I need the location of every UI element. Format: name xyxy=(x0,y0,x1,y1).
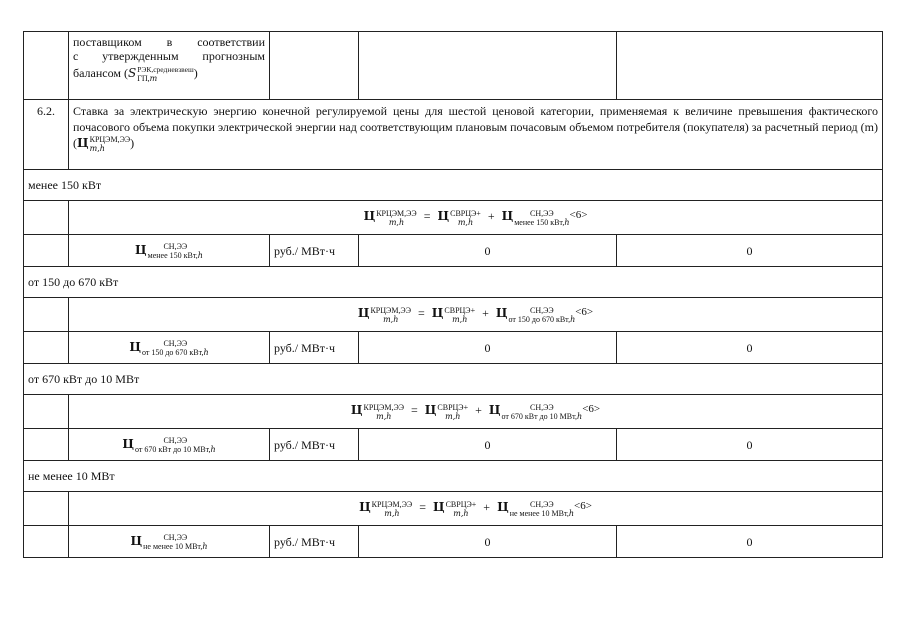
formula-plus: + xyxy=(475,403,482,418)
data-num-cell xyxy=(24,429,69,461)
formula-t2-h: h xyxy=(564,217,570,227)
data-symbol-cell xyxy=(69,429,270,461)
formula-t2-base: Ц xyxy=(497,500,509,515)
formula-t1-sup: СВРЦЭ+ xyxy=(445,499,477,509)
formula-t1-sub: m,h xyxy=(453,508,469,518)
formula-t1-sup: СВРЦЭ+ xyxy=(450,208,481,218)
top-text-line1: поставщиком в соответствии xyxy=(73,35,265,49)
top-val1-cell xyxy=(359,32,617,100)
formula-t1-base: Ц xyxy=(432,500,445,515)
formula-t2-base: Ц xyxy=(501,209,514,224)
s-sub-b: m xyxy=(149,74,158,83)
formula-lhs-sup: КРЦЭМ,ЭЭ xyxy=(370,305,411,315)
formula-t1-sub: m,h xyxy=(452,314,468,324)
data-symbol-sup: СН,ЭЭ xyxy=(163,435,188,445)
formula-t2-sub: менее 150 кВт, xyxy=(514,217,565,227)
section-desc-symbol: Ц xyxy=(77,136,89,150)
formula-row xyxy=(24,492,883,526)
data-symbol-sub: от 670 кВт до 10 МВт, xyxy=(134,444,211,454)
data-symbol-base: Ц xyxy=(122,436,134,451)
data-symbol-base: Ц xyxy=(135,242,147,257)
formula-lhs-scripts xyxy=(370,306,411,324)
data-symbol-h: h xyxy=(210,444,216,454)
top-text-close: ) xyxy=(193,65,198,80)
section-description xyxy=(69,100,883,170)
category-label-row xyxy=(24,267,883,298)
formula-num-cell xyxy=(24,298,69,332)
data-symbol-scripts xyxy=(143,533,207,551)
top-desc-cell xyxy=(69,32,270,100)
tariff-table xyxy=(23,31,883,558)
formula-t1-base: Ц xyxy=(424,403,437,418)
category-label: от 150 до 670 кВт xyxy=(24,267,883,298)
formula-t2-scripts xyxy=(508,306,575,324)
value-cell-2: 0 xyxy=(617,429,883,461)
formula-plus: + xyxy=(482,306,489,321)
formula-plus: + xyxy=(483,500,491,515)
data-row xyxy=(24,332,883,364)
section-desc-close: ) xyxy=(130,136,135,150)
top-val2-cell xyxy=(617,32,883,100)
formula-note: <6> xyxy=(574,500,592,513)
data-symbol-cell xyxy=(69,526,270,558)
s-symbol-scripts xyxy=(137,65,194,83)
top-text-line3 xyxy=(73,65,265,83)
formula-lhs-scripts xyxy=(363,403,404,421)
formula-row xyxy=(24,395,883,429)
formula-lhs-base: Ц xyxy=(363,209,376,224)
formula-t1-scripts xyxy=(444,306,475,324)
data-symbol-base: Ц xyxy=(129,339,141,354)
top-text-prefix: балансом ( xyxy=(73,65,128,80)
formula-t2-base: Ц xyxy=(488,403,501,418)
data-row xyxy=(24,235,883,267)
category-label-row xyxy=(24,461,883,492)
data-num-cell xyxy=(24,332,69,364)
formula-lhs-scripts xyxy=(372,500,413,518)
s-symbol-base: S xyxy=(127,65,137,80)
data-symbol-sup: СН,ЭЭ xyxy=(163,241,188,251)
formula-t1-sup: СВРЦЭ+ xyxy=(437,402,469,412)
category-label: не менее 10 МВт xyxy=(24,461,883,492)
formula-cell xyxy=(69,395,883,429)
formula-num-cell xyxy=(24,395,69,429)
formula-lhs-base: Ц xyxy=(359,500,371,515)
formula-t2-h: h xyxy=(577,411,583,421)
unit-cell: руб./ МВт·ч xyxy=(270,526,359,558)
unit-cell: руб./ МВт·ч xyxy=(270,235,359,267)
formula-t2-sup: СН,ЭЭ xyxy=(530,499,554,509)
data-symbol-scripts xyxy=(142,339,209,357)
formula-row xyxy=(24,201,883,235)
formula-lhs-sup: КРЦЭМ,ЭЭ xyxy=(371,499,413,509)
formula-t2-sub: от 670 кВт до 10 МВт, xyxy=(501,411,578,421)
data-symbol-scripts xyxy=(135,436,216,454)
formula-lhs-sub: m,h xyxy=(388,217,405,227)
formula-note: <6> xyxy=(575,306,594,319)
data-symbol-cell xyxy=(69,332,270,364)
section-desc-scripts xyxy=(90,135,131,153)
top-unit-cell xyxy=(270,32,359,100)
formula-num-cell xyxy=(24,492,69,526)
value-cell-1: 0 xyxy=(359,526,617,558)
data-symbol-base: Ц xyxy=(130,533,143,548)
formula-t1-scripts xyxy=(446,500,477,518)
formula-equals: = xyxy=(423,209,431,224)
formula-lhs-scripts xyxy=(376,209,417,227)
formula-equals: = xyxy=(419,500,426,515)
data-symbol-sup: СН,ЭЭ xyxy=(163,532,188,542)
value-cell-1: 0 xyxy=(359,429,617,461)
data-symbol-cell xyxy=(69,235,270,267)
category-label-row xyxy=(24,364,883,395)
formula-lhs-sub: m,h xyxy=(384,508,400,518)
formula-cell xyxy=(69,298,883,332)
data-symbol-sub: менее 150 кВт, xyxy=(147,250,198,260)
category-label-row xyxy=(24,170,883,201)
formula-lhs-base: Ц xyxy=(357,306,370,321)
data-symbol-sub: не менее 10 МВт, xyxy=(143,541,203,551)
value-cell-2: 0 xyxy=(617,332,883,364)
category-label: от 670 кВт до 10 МВт xyxy=(24,364,883,395)
section-header-row xyxy=(24,100,883,170)
data-row xyxy=(24,429,883,461)
formula-plus: + xyxy=(487,209,495,224)
formula-t2-sup: СН,ЭЭ xyxy=(530,305,554,315)
value-cell-2: 0 xyxy=(617,526,883,558)
data-symbol-h: h xyxy=(203,347,209,357)
formula-row xyxy=(24,298,883,332)
top-num-cell xyxy=(24,32,69,100)
top-continuation-row xyxy=(24,32,883,100)
data-row xyxy=(24,526,883,558)
data-symbol-sup: СН,ЭЭ xyxy=(163,338,188,348)
formula-note: <6> xyxy=(569,209,588,222)
formula-t1-base: Ц xyxy=(431,306,444,321)
formula-t2-sub: от 150 до 670 кВт, xyxy=(508,314,571,324)
section-desc-text: Ставка за электрическую энергию конечной регулируемой цены для шестой ценовой категории, применяемая к величине превышения фактического почасового объема покупки электрической энергии над соответствующим плановым почасовым объемом потребителя (покупателя) за расчетный период (m) ( xyxy=(73,104,878,150)
section-desc-sub: m,h xyxy=(89,144,105,154)
formula-lhs-sup: КРЦЭМ,ЭЭ xyxy=(376,208,417,218)
formula-t1-scripts xyxy=(437,403,468,421)
unit-cell: руб./ МВт·ч xyxy=(270,332,359,364)
formula-t2-h: h xyxy=(568,508,575,518)
top-text-line2: с утвержденным прогнозным xyxy=(73,49,265,63)
formula-cell xyxy=(69,201,883,235)
formula-note: <6> xyxy=(582,403,601,416)
formula-t1-sub: m,h xyxy=(457,217,474,227)
formula-equals: = xyxy=(418,306,425,321)
section-desc-sup: КРЦЭМ,ЭЭ xyxy=(89,135,131,145)
value-cell-1: 0 xyxy=(359,235,617,267)
data-num-cell xyxy=(24,526,69,558)
data-num-cell xyxy=(24,235,69,267)
s-symbol-sup: РЭК,средневзвеш xyxy=(137,65,194,74)
s-sub-a: ГП, xyxy=(137,74,150,83)
formula-equals: = xyxy=(411,403,418,418)
data-symbol-sub: от 150 до 670 кВт, xyxy=(141,347,204,357)
formula-t1-sub: m,h xyxy=(445,411,461,421)
formula-lhs-sub: m,h xyxy=(383,314,399,324)
formula-lhs-sub: m,h xyxy=(376,411,392,421)
value-cell-2: 0 xyxy=(617,235,883,267)
unit-cell: руб./ МВт·ч xyxy=(270,429,359,461)
formula-cell xyxy=(69,492,883,526)
formula-t1-scripts xyxy=(450,209,481,227)
formula-num-cell xyxy=(24,201,69,235)
formula-lhs-sup: КРЦЭМ,ЭЭ xyxy=(363,402,405,412)
formula-t1-base: Ц xyxy=(437,209,450,224)
s-symbol-sub xyxy=(137,74,194,83)
formula-t2-scripts xyxy=(502,403,583,421)
formula-t2-h: h xyxy=(570,314,576,324)
formula-t2-sup: СН,ЭЭ xyxy=(530,208,554,218)
formula-t2-scripts xyxy=(514,209,569,227)
formula-t1-sup: СВРЦЭ+ xyxy=(444,305,476,315)
data-symbol-h: h xyxy=(202,541,208,551)
formula-t2-scripts xyxy=(510,500,574,518)
formula-t2-sup: СН,ЭЭ xyxy=(530,402,554,412)
formula-t2-base: Ц xyxy=(495,306,508,321)
section-number: 6.2. xyxy=(24,100,69,170)
value-cell-1: 0 xyxy=(359,332,617,364)
category-label: менее 150 кВт xyxy=(24,170,883,201)
formula-lhs-base: Ц xyxy=(350,403,363,418)
formula-t2-sub: не менее 10 МВт, xyxy=(509,508,569,518)
data-symbol-scripts xyxy=(148,242,203,260)
data-symbol-h: h xyxy=(197,250,203,260)
